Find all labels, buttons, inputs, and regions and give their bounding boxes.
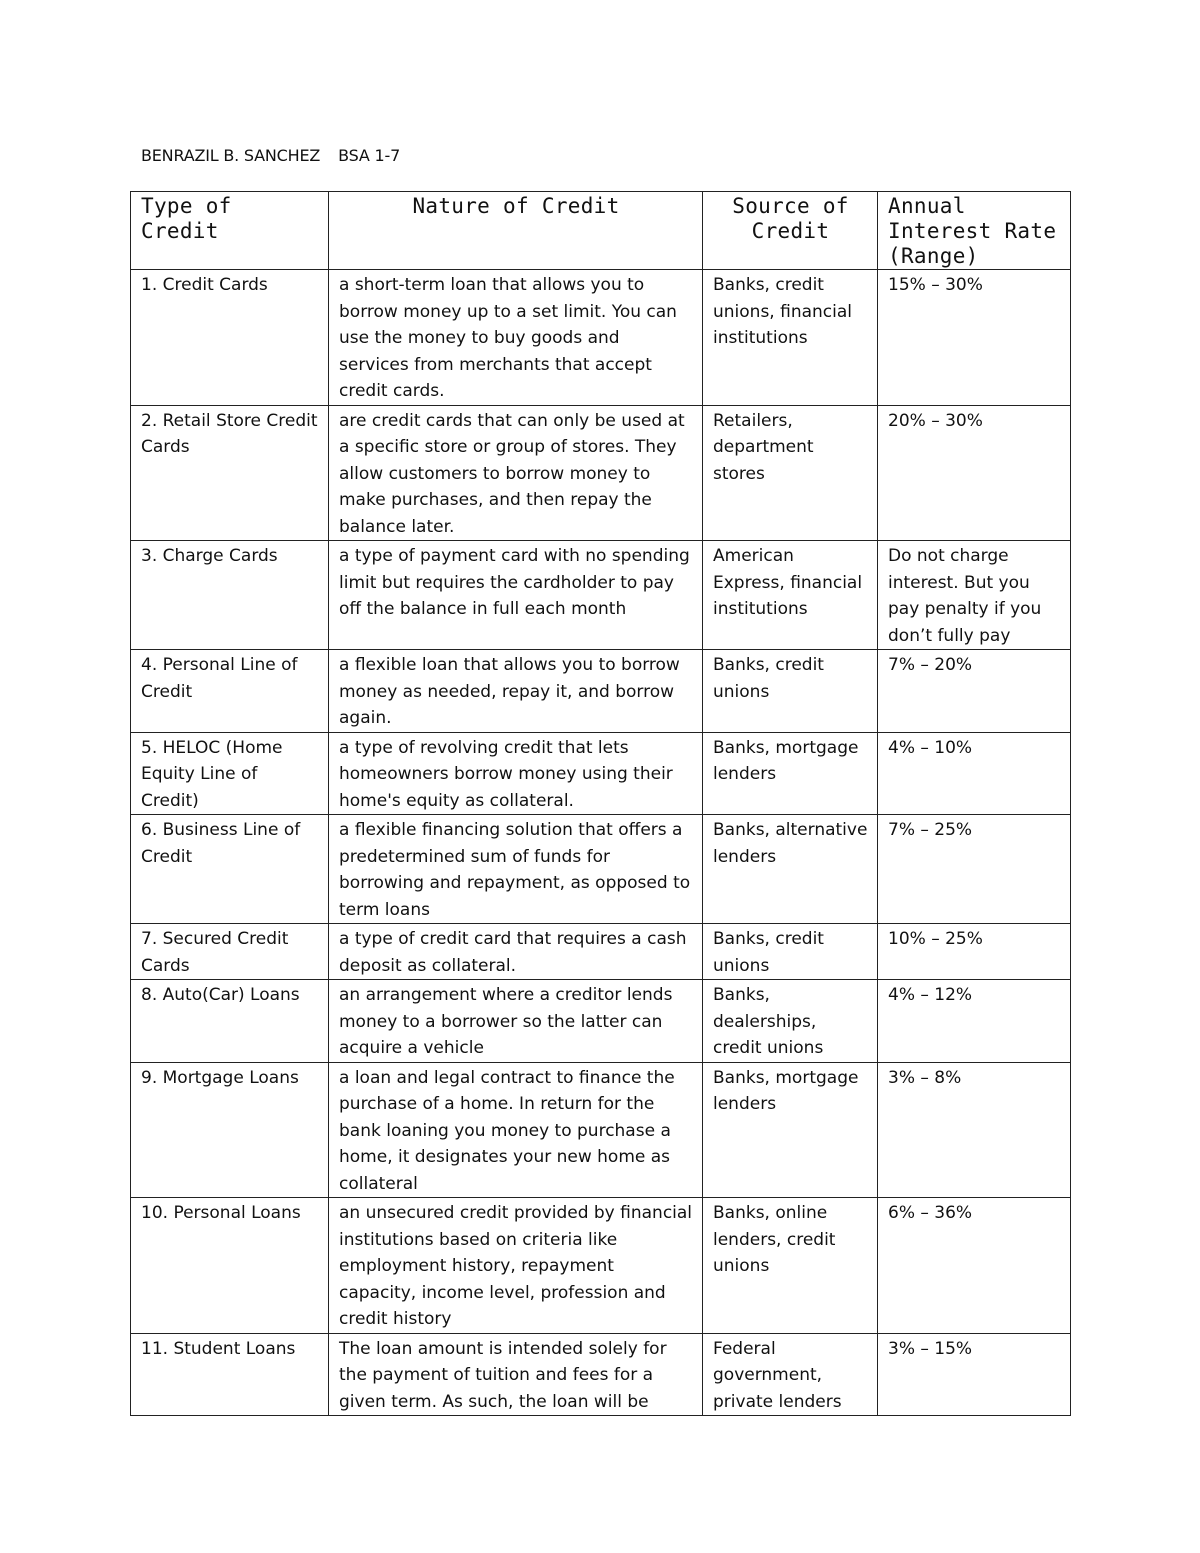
cell-type: 1. Credit Cards — [131, 270, 329, 406]
cell-type: 4. Personal Line of Credit — [131, 650, 329, 733]
cell-rate: 6% – 36% — [878, 1198, 1071, 1334]
cell-source: Banks, dealerships, credit unions — [703, 980, 878, 1063]
cell-nature: an unsecured credit provided by financial institutions based on criteria like employment history, repayment capacity, income level, profession and credit history — [329, 1198, 703, 1334]
table-row — [131, 924, 1071, 980]
cell-rate: 3% – 8% — [878, 1062, 1071, 1198]
table-row — [131, 980, 1071, 1063]
table-row — [131, 270, 1071, 406]
document-header — [141, 146, 418, 165]
cell-source: Banks, credit unions, financial institutions — [703, 270, 878, 406]
student-section: BSA 1-7 — [338, 146, 401, 165]
table-row — [131, 1333, 1071, 1416]
cell-rate: 7% – 20% — [878, 650, 1071, 733]
column-header-type: Type of Credit — [131, 192, 329, 270]
cell-type: 3. Charge Cards — [131, 541, 329, 650]
cell-type: 10. Personal Loans — [131, 1198, 329, 1334]
table-header-row — [131, 192, 1071, 270]
cell-type: 5. HELOC (Home Equity Line of Credit) — [131, 732, 329, 815]
column-header-source: Source of Credit — [703, 192, 878, 270]
table-row — [131, 1198, 1071, 1334]
cell-nature: a loan and legal contract to finance the purchase of a home. In return for the bank loaning you money to purchase a home, it designates your new home as collateral — [329, 1062, 703, 1198]
table-row — [131, 541, 1071, 650]
cell-rate: 3% – 15% — [878, 1333, 1071, 1416]
cell-source: Banks, credit unions — [703, 650, 878, 733]
cell-rate: Do not charge interest. But you pay penalty if you don’t fully pay — [878, 541, 1071, 650]
cell-source: Banks, online lenders, credit unions — [703, 1198, 878, 1334]
column-header-nature: Nature of Credit — [329, 192, 703, 270]
table-row — [131, 732, 1071, 815]
cell-type: 7. Secured Credit Cards — [131, 924, 329, 980]
cell-type: 9. Mortgage Loans — [131, 1062, 329, 1198]
cell-type: 11. Student Loans — [131, 1333, 329, 1416]
cell-source: Retailers, department stores — [703, 405, 878, 541]
cell-source: Federal government, private lenders — [703, 1333, 878, 1416]
cell-source: Banks, alternative lenders — [703, 815, 878, 924]
cell-nature: a flexible financing solution that offers a predetermined sum of funds for borrowing and repayment, as opposed to term loans — [329, 815, 703, 924]
cell-nature: a type of revolving credit that lets homeowners borrow money using their home's equity as collateral. — [329, 732, 703, 815]
table-row — [131, 1062, 1071, 1198]
cell-rate: 20% – 30% — [878, 405, 1071, 541]
table-row — [131, 650, 1071, 733]
cell-type: 6. Business Line of Credit — [131, 815, 329, 924]
credit-types-table — [130, 191, 1071, 1416]
cell-source: Banks, mortgage lenders — [703, 732, 878, 815]
cell-type: 2. Retail Store Credit Cards — [131, 405, 329, 541]
cell-rate: 7% – 25% — [878, 815, 1071, 924]
column-header-rate: Annual Interest Rate (Range) — [878, 192, 1071, 270]
cell-nature: are credit cards that can only be used at a specific store or group of stores. They allow customers to borrow money to make purchases, and then repay the balance later. — [329, 405, 703, 541]
cell-source: Banks, credit unions — [703, 924, 878, 980]
cell-type: 8. Auto(Car) Loans — [131, 980, 329, 1063]
cell-nature: a type of payment card with no spending limit but requires the cardholder to pay off the balance in full each month — [329, 541, 703, 650]
table-row — [131, 815, 1071, 924]
cell-rate: 15% – 30% — [878, 270, 1071, 406]
cell-nature: a type of credit card that requires a cash deposit as collateral. — [329, 924, 703, 980]
cell-rate: 10% – 25% — [878, 924, 1071, 980]
cell-nature: a short-term loan that allows you to borrow money up to a set limit. You can use the money to buy goods and services from merchants that accept credit cards. — [329, 270, 703, 406]
cell-source: Banks, mortgage lenders — [703, 1062, 878, 1198]
cell-nature: a flexible loan that allows you to borrow money as needed, repay it, and borrow again. — [329, 650, 703, 733]
cell-nature: The loan amount is intended solely for the payment of tuition and fees for a given term. As such, the loan will be — [329, 1333, 703, 1416]
cell-rate: 4% – 10% — [878, 732, 1071, 815]
table-row — [131, 405, 1071, 541]
cell-source: American Express, financial institutions — [703, 541, 878, 650]
cell-rate: 4% – 12% — [878, 980, 1071, 1063]
cell-nature: an arrangement where a creditor lends money to a borrower so the latter can acquire a vehicle — [329, 980, 703, 1063]
student-name: BENRAZIL B. SANCHEZ — [141, 146, 321, 165]
